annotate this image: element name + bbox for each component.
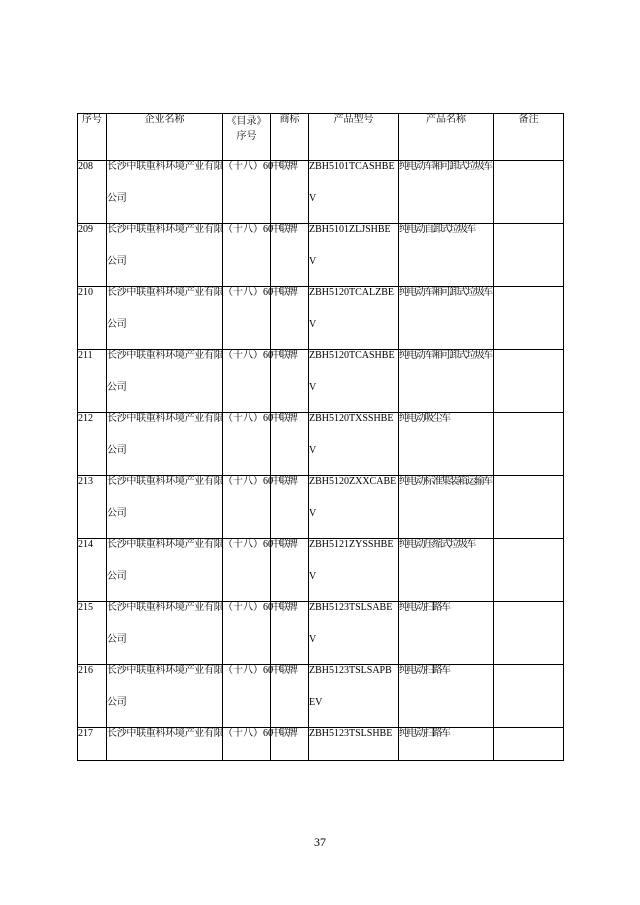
model-line2: V	[309, 507, 317, 519]
cell-catalog: （十八）60	[223, 287, 271, 350]
model-line1: ZBH5120TCASHBE	[309, 350, 395, 361]
cell-brand: 中联牌	[271, 350, 309, 413]
company-line1: 长沙中联重科环境产业有限	[107, 665, 224, 676]
cell-remark	[494, 539, 564, 602]
cell-company	[107, 728, 223, 761]
cell-company	[107, 350, 223, 413]
cell-seq: 210	[78, 287, 107, 350]
cell-catalog: （十八）60	[223, 224, 271, 287]
model-line1: ZBH5123TSLSAPB	[309, 665, 392, 676]
cell-company	[107, 602, 223, 665]
model-line2: V	[309, 633, 317, 645]
cell-product-name: 纯电动吸尘车	[399, 413, 494, 476]
cell-product-name: 纯电动车厢可卸式垃圾车	[399, 161, 494, 224]
company-line2: 公司	[107, 570, 127, 582]
cell-company	[107, 539, 223, 602]
cell-product-name: 纯电动车厢可卸式垃圾车	[399, 287, 494, 350]
table-row	[78, 476, 564, 539]
column-header-remark: 备注	[494, 114, 564, 161]
model-line1: ZBH5120TCALZBE	[309, 287, 394, 298]
cell-catalog: （十八）60	[223, 476, 271, 539]
company-line1: 长沙中联重科环境产业有限	[107, 602, 224, 613]
cell-model	[309, 539, 399, 602]
cell-remark	[494, 476, 564, 539]
cell-seq: 214	[78, 539, 107, 602]
company-line2: 公司	[107, 381, 127, 393]
cell-company	[107, 161, 223, 224]
company-line1: 长沙中联重科环境产业有限	[107, 476, 224, 487]
table-body	[78, 161, 564, 761]
cell-brand: 中联牌	[271, 161, 309, 224]
cell-model	[309, 665, 399, 728]
cell-brand: 中联牌	[271, 602, 309, 665]
cell-product-name: 纯电动扫路车	[399, 665, 494, 728]
cell-company	[107, 476, 223, 539]
page-number: 37	[314, 835, 326, 849]
company-line2: 公司	[107, 192, 127, 204]
cell-brand: 中联牌	[271, 539, 309, 602]
cell-brand: 中联牌	[271, 476, 309, 539]
cell-seq: 216	[78, 665, 107, 728]
cell-brand: 中联牌	[271, 224, 309, 287]
model-line2: V	[309, 255, 317, 267]
table-row	[78, 539, 564, 602]
column-header-company: 企业名称	[107, 114, 223, 161]
cell-model	[309, 224, 399, 287]
cell-brand: 中联牌	[271, 665, 309, 728]
company-line2: 公司	[107, 633, 127, 645]
company-line1: 长沙中联重科环境产业有限	[107, 161, 224, 172]
vehicle-catalog-table-wrapper	[77, 113, 563, 761]
cell-remark	[494, 287, 564, 350]
company-line2: 公司	[107, 318, 127, 330]
cell-seq: 211	[78, 350, 107, 413]
model-line2: V	[309, 381, 317, 393]
cell-product-name: 纯电动车厢可卸式垃圾车	[399, 350, 494, 413]
cell-product-name: 纯电动自卸式垃圾车	[399, 224, 494, 287]
company-line2: 公司	[107, 507, 127, 519]
company-line1: 长沙中联重科环境产业有限	[107, 224, 224, 235]
cell-catalog: （十八）60	[223, 350, 271, 413]
company-line1: 长沙中联重科环境产业有限	[107, 413, 224, 424]
column-header-product-name: 产品名称	[399, 114, 494, 161]
column-header-seq: 序号	[78, 114, 107, 161]
table-row	[78, 413, 564, 476]
cell-brand: 中联牌	[271, 287, 309, 350]
model-line2: V	[309, 444, 317, 456]
company-line1: 长沙中联重科环境产业有限	[107, 287, 224, 298]
cell-model	[309, 602, 399, 665]
cell-remark	[494, 665, 564, 728]
cell-model	[309, 728, 399, 761]
cell-catalog: （十八）60	[223, 602, 271, 665]
cell-catalog: （十八）60	[223, 665, 271, 728]
model-line2: EV	[309, 696, 323, 708]
table-row	[78, 224, 564, 287]
table-row	[78, 665, 564, 728]
cell-model	[309, 476, 399, 539]
cell-seq: 215	[78, 602, 107, 665]
model-line1: ZBH5120ZXXCABE	[309, 476, 397, 487]
column-header-catalog	[223, 114, 271, 161]
cell-catalog: （十八）60	[223, 728, 271, 761]
cell-catalog: （十八）60	[223, 539, 271, 602]
cell-company	[107, 413, 223, 476]
cell-remark	[494, 728, 564, 761]
vehicle-catalog-table	[77, 113, 564, 761]
cell-seq: 212	[78, 413, 107, 476]
table-header-row	[78, 114, 564, 161]
model-line1: ZBH5101TCASHBE	[309, 161, 395, 172]
table-row	[78, 287, 564, 350]
column-header-model: 产品型号	[309, 114, 399, 161]
cell-model	[309, 161, 399, 224]
column-header-catalog-line2: 序号	[236, 131, 257, 142]
company-line2: 公司	[107, 255, 127, 267]
cell-seq: 213	[78, 476, 107, 539]
cell-product-name: 纯电动扫路车	[399, 602, 494, 665]
cell-product-name: 纯电动扫路车	[399, 728, 494, 761]
cell-seq: 209	[78, 224, 107, 287]
column-header-brand: 商标	[271, 114, 309, 161]
cell-brand: 中联牌	[271, 728, 309, 761]
cell-remark	[494, 602, 564, 665]
table-header	[78, 114, 564, 161]
cell-brand: 中联牌	[271, 413, 309, 476]
cell-model	[309, 413, 399, 476]
company-line1: 长沙中联重科环境产业有限	[107, 350, 224, 361]
cell-catalog: （十八）60	[223, 161, 271, 224]
table-row	[78, 602, 564, 665]
company-line2: 公司	[107, 444, 127, 456]
model-line2: V	[309, 570, 317, 582]
cell-remark	[494, 350, 564, 413]
model-line2: V	[309, 192, 317, 204]
cell-catalog: （十八）60	[223, 413, 271, 476]
cell-remark	[494, 413, 564, 476]
company-line2: 公司	[107, 696, 127, 708]
cell-model	[309, 350, 399, 413]
model-line1: ZBH5120TXSSHBE	[309, 413, 394, 424]
cell-product-name: 纯电动压缩式垃圾车	[399, 539, 494, 602]
model-line1: ZBH5123TSLSHBE	[309, 728, 393, 739]
model-line1: ZBH5123TSLSABE	[309, 602, 393, 613]
table-row	[78, 728, 564, 761]
company-line1: 长沙中联重科环境产业有限	[107, 728, 224, 739]
model-line2: V	[309, 318, 317, 330]
cell-remark	[494, 224, 564, 287]
cell-product-name: 纯电动标准集装箱运输车	[399, 476, 494, 539]
column-header-catalog-line1: 《目录》	[226, 116, 267, 127]
cell-company	[107, 224, 223, 287]
cell-model	[309, 287, 399, 350]
cell-remark	[494, 161, 564, 224]
table-row	[78, 161, 564, 224]
cell-seq: 217	[78, 728, 107, 761]
model-line1: ZBH5121ZYSSHBE	[309, 539, 394, 550]
company-line1: 长沙中联重科环境产业有限	[107, 539, 224, 550]
cell-seq: 208	[78, 161, 107, 224]
table-row	[78, 350, 564, 413]
model-line1: ZBH5101ZLJSHBE	[309, 224, 391, 235]
cell-company	[107, 287, 223, 350]
cell-company	[107, 665, 223, 728]
